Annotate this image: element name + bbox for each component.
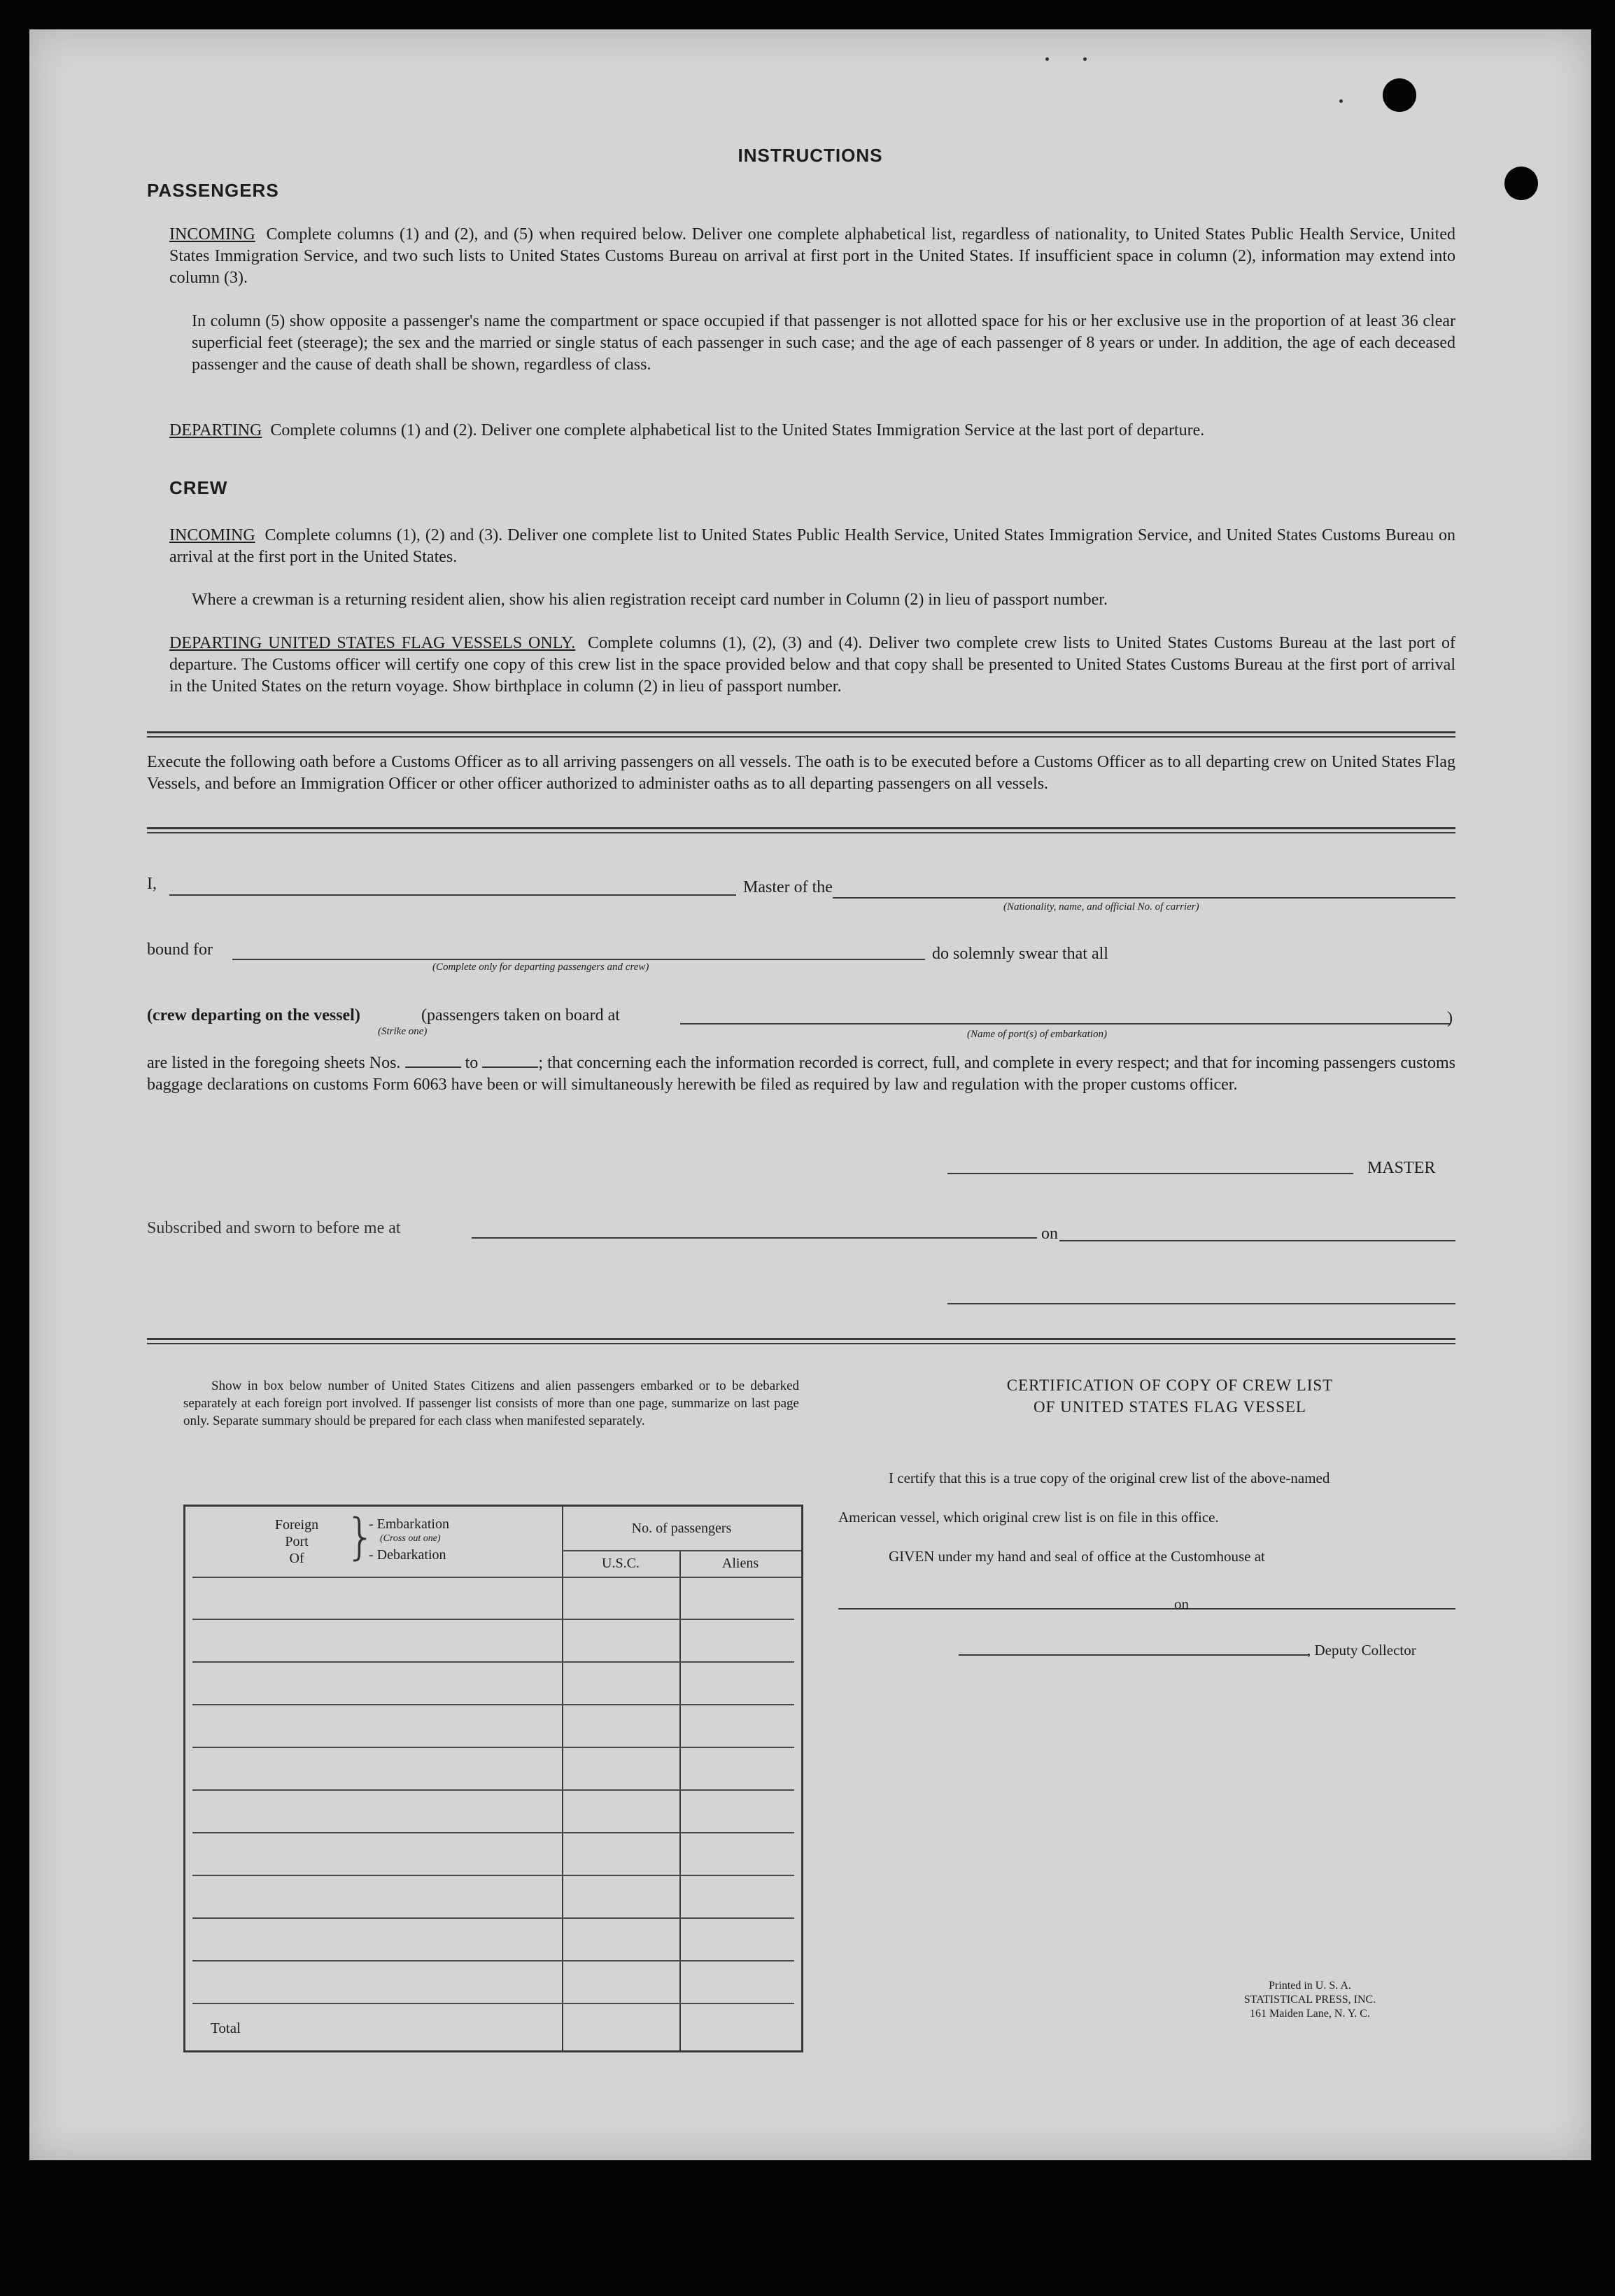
speck (1339, 99, 1343, 103)
table-row (192, 1747, 794, 1748)
crew-departing-option[interactable]: (crew departing on the vessel) (147, 1006, 360, 1024)
crew-departing-paragraph (169, 633, 1455, 698)
master-of-the-label: Master of the (743, 878, 833, 896)
strike-one-hint: (Strike one) (378, 1026, 428, 1037)
port-label: Port (285, 1534, 309, 1549)
table-row (192, 1661, 794, 1663)
embarkation-option[interactable]: - Embarkation (369, 1516, 449, 1532)
crew-departing-text: Complete columns (1), (2), (3) and (4). Deliver two complete crew lists to United States Customs Bureau at the last port of departure. The Customs officer will certify one copy of this crew list in the space provided below and that copy shall be presented to United States Customs Bureau at the first port of arrival in the United States on the return voyage. Show birthplace in column (2) in lieu of passport number. (169, 634, 1455, 696)
master-label: MASTER (1367, 1159, 1436, 1177)
bound-for-field[interactable] (232, 959, 925, 960)
deputy-collector-label: , Deputy Collector (1307, 1642, 1416, 1658)
certification-title-line1: CERTIFICATION OF COPY OF CREW LIST (1006, 1376, 1334, 1394)
foreign-port-label (258, 1516, 335, 1567)
sheet-to-field[interactable] (482, 1066, 538, 1068)
passengers-departing-label: DEPARTING (169, 421, 262, 439)
oath-intro: Execute the following oath before a Customs Officer as to all arriving passengers on all vessels. The oath is to be executed before a Customs Officer as to all departing crew on United States Flag Vessels, and before an Immigration Officer or other officer authorized to administer oaths as to all departing passengers on all vessels. (147, 753, 1455, 793)
passengers-incoming-paragraph (169, 224, 1455, 289)
certification-title-line2: OF UNITED STATES FLAG VESSEL (1034, 1398, 1306, 1416)
officer-signature-field[interactable] (947, 1303, 1455, 1304)
no-of-passengers-header: No. of passengers (631, 1521, 732, 1536)
divider (147, 827, 1455, 833)
carrier-field[interactable] (833, 897, 1455, 899)
master-signature-field[interactable] (947, 1173, 1353, 1174)
table-row (192, 1577, 801, 1578)
table-row (192, 1619, 794, 1620)
table-column-divider (679, 1550, 681, 2050)
oath-i-label: I, (147, 875, 157, 893)
table-row (192, 1704, 794, 1705)
crew-incoming-text: Complete columns (1), (2) and (3). Deliver one complete list to United States Public Health Service, United States Immigration Service, and United States Customs Bureau on arrival at the first port in the United States. (169, 526, 1456, 566)
table-column-divider (562, 1507, 563, 2050)
form-page (29, 29, 1591, 2160)
printer-imprint (1205, 1979, 1415, 2021)
close-paren: ) (1447, 1009, 1453, 1027)
passengers-incoming-label: INCOMING (169, 225, 255, 244)
speck (1083, 57, 1087, 61)
subscribed-label: Subscribed and sworn to before me at (147, 1219, 401, 1237)
cross-out-hint: (Cross out one) (380, 1533, 441, 1544)
table-row (192, 1832, 794, 1833)
crew-heading: CREW (169, 477, 228, 498)
nationality-hint: (Nationality, name, and official No. of carrier) (1003, 901, 1199, 913)
printer-line1: Printed in U. S. A. (1269, 1980, 1351, 1992)
summary-instruction: Show in box below number of United States Citizens and alien passengers embarked or to be debarked separately at each foreign port involved. If passenger list consists of more than one page, summarize on last page only. Separate summary should be prepared for each class when manifested separately. (183, 1379, 799, 1428)
crew-resident-alien-paragraph: Where a crewman is a returning resident alien, show his alien registration receipt card number in Column (2) in lieu of passport number. (192, 591, 1108, 609)
punch-hole-right (1504, 167, 1538, 200)
certify-line1: I certify that this is a true copy of the original crew list of the above-named (889, 1470, 1330, 1486)
passenger-summary-table (183, 1505, 803, 2052)
usc-header: U.S.C. (602, 1556, 640, 1571)
oath-listed-paragraph (147, 1052, 1455, 1096)
subscribed-on-label: on (1041, 1225, 1058, 1243)
brace-icon: } (345, 1508, 376, 1565)
debarkation-option[interactable]: - Debarkation (369, 1547, 446, 1563)
total-label: Total (211, 2020, 241, 2036)
certification-title (862, 1374, 1478, 1418)
passengers-incoming-text: Complete columns (1) and (2), and (5) when required below. Deliver one complete alphabetical list, regardless of nationality, to United States Public Health Service, United States Immigration Service, and two such lists to United States Customs Bureau on arrival at first port in the United States. If insufficient space in column (2), information may extend into column (3). (169, 225, 1456, 287)
passengers-departing-text: Complete columns (1) and (2). Deliver one complete alphabetical list to the United States Immigration Service at the last port of departure. (270, 421, 1205, 439)
given-text: GIVEN under my hand and seal of office at the Customhouse at (889, 1548, 1265, 1565)
port-hint: (Name of port(s) of embarkation) (967, 1029, 1107, 1040)
crew-incoming-label: INCOMING (169, 526, 255, 544)
passengers-column5-paragraph: In column (5) show opposite a passenger's name the compartment or space occupied if that passenger is not allotted space for his or her exclusive use in the proportion of at least 36 clear superficial feet (steerage); the sex and the married or single status of each passenger in such case; and the age of each passenger of 8 years or under. In addition, the age of each deceased passenger and the cause of death shall be shown, regardless of class. (192, 312, 1455, 374)
crew-incoming-paragraph (169, 525, 1455, 568)
table-row (192, 1875, 794, 1876)
table-row (192, 1917, 794, 1919)
certification-on-label: on (1174, 1596, 1189, 1612)
divider (147, 1338, 1455, 1344)
passengers-taken-option[interactable]: (passengers taken on board at (421, 1006, 620, 1024)
listed-rest: ; that concerning each the information recorded is correct, full, and complete in every respect; and that for incoming passengers customs baggage declarations on customs Form 6063 have been or will simultaneously herewith be filed as required by law and regulation with the proper customs officer. (147, 1054, 1456, 1094)
sheet-from-field[interactable] (405, 1066, 461, 1068)
printer-line2: STATISTICAL PRESS, INC. (1243, 1994, 1376, 2006)
aliens-header: Aliens (721, 1556, 759, 1571)
to-label: to (465, 1054, 479, 1072)
complete-only-hint: (Complete only for departing passengers and crew) (432, 962, 649, 973)
page-title: INSTRUCTIONS (738, 145, 883, 166)
solemnly-swear-label: do solemnly swear that all (932, 945, 1108, 963)
certify-line2: American vessel, which original crew list is on file in this office. (838, 1509, 1219, 1526)
deputy-collector-signature-field[interactable] (959, 1654, 1309, 1656)
table-row (192, 1960, 794, 1962)
subscribed-date-field[interactable] (1059, 1240, 1455, 1241)
passengers-departing-paragraph (169, 420, 1455, 442)
crew-departing-label: DEPARTING UNITED STATES FLAG VESSELS ONLY. (169, 634, 576, 652)
foreign-label: Foreign (274, 1517, 319, 1533)
printer-line3: 161 Maiden Lane, N. Y. C. (1250, 2008, 1370, 2020)
subscribed-place-field[interactable] (472, 1237, 1037, 1239)
of-label: Of (289, 1551, 304, 1566)
certification-date-field[interactable] (1198, 1608, 1455, 1610)
master-name-field[interactable] (169, 894, 736, 896)
divider (147, 731, 1455, 738)
bound-for-label: bound for (147, 941, 213, 959)
table-row (192, 2003, 794, 2004)
port-of-embarkation-field[interactable] (680, 1023, 1450, 1024)
passengers-heading: PASSENGERS (147, 180, 279, 201)
speck (1045, 57, 1049, 61)
header-subdivider (562, 1550, 801, 1551)
table-row (192, 1789, 794, 1791)
punch-hole-top (1383, 78, 1416, 112)
listed-prefix: are listed in the foregoing sheets Nos. (147, 1054, 401, 1072)
customhouse-field[interactable] (838, 1608, 1202, 1610)
